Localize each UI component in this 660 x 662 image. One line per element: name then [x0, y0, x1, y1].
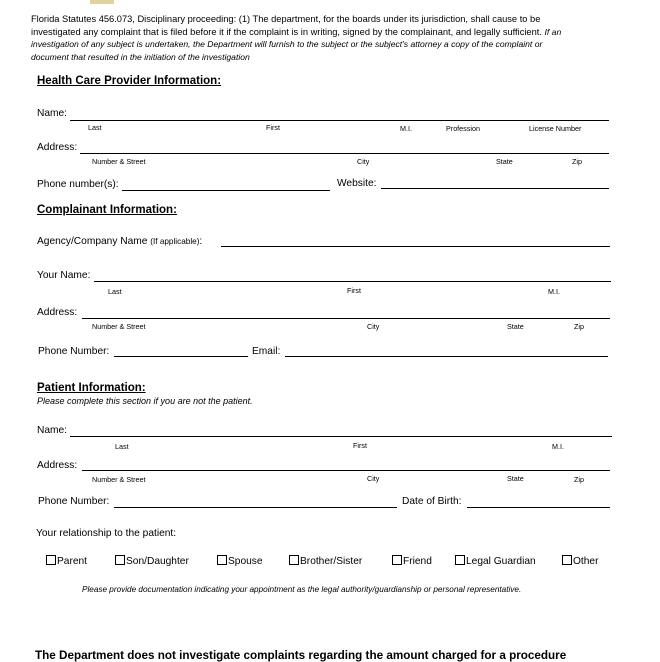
checkbox-friend-label: Friend: [403, 556, 432, 567]
patient-dob-field[interactable]: [467, 507, 610, 508]
checkbox-square-icon: [392, 555, 402, 565]
provider-website-label: Website:: [337, 178, 377, 189]
footer-notice: The Department does not investigate complaints regarding the amount charged for a procedure: [35, 649, 567, 662]
statute-intro: [31, 13, 631, 63]
checkbox-parent-label: Parent: [57, 556, 88, 567]
checkbox-legal-guardian-label: Legal Guardian: [466, 556, 536, 567]
patient-address-street-caption: Number & Street: [92, 475, 146, 484]
checkbox-square-icon: [46, 555, 56, 565]
complainant-address-state-caption: State: [507, 322, 524, 331]
patient-subheading: Please complete this section if you are not the patient.: [37, 396, 253, 406]
complainant-email-field[interactable]: [285, 356, 608, 357]
checkbox-other[interactable]: [562, 555, 598, 567]
patient-address-field[interactable]: [82, 470, 610, 471]
provider-heading: Health Care Provider Information:: [37, 75, 222, 87]
patient-address-zip-caption: Zip: [574, 475, 584, 484]
provider-name-first-caption: First: [266, 123, 280, 132]
intro-line-2-text: investigated any complaint that is filed before it if the complaint is in writing, signed by the complainant, and legally sufficient.: [31, 26, 542, 37]
provider-address-field[interactable]: [80, 153, 609, 154]
complainant-email-label: Email:: [252, 346, 281, 357]
provider-address-street-caption: Number & Street: [92, 157, 146, 166]
checkbox-other-label: Other: [573, 556, 599, 567]
provider-address-city-caption: City: [357, 157, 370, 166]
provider-profession-caption: Profession: [446, 124, 480, 133]
intro-line-2-italic: If an: [544, 26, 562, 37]
complainant-agency-field[interactable]: [221, 246, 610, 247]
provider-address-zip-caption: Zip: [572, 157, 582, 166]
provider-name-last-caption: Last: [88, 123, 102, 132]
complainant-address-field[interactable]: [82, 318, 610, 319]
checkbox-square-icon: [289, 555, 299, 565]
checkbox-friend[interactable]: [392, 555, 432, 567]
complainant-name-first-caption: First: [347, 286, 361, 295]
checkbox-brother-sister-label: Brother/Sister: [300, 556, 363, 567]
relationship-label: Your relationship to the patient:: [36, 528, 177, 539]
intro-line-2: [31, 26, 631, 39]
patient-name-first-caption: First: [353, 441, 367, 450]
patient-name-field[interactable]: [70, 436, 612, 437]
intro-line-4: document that resulted in the initiation of the investigation: [31, 51, 250, 62]
patient-name-mi-caption: M.I.: [552, 442, 564, 451]
checkbox-square-icon: [455, 555, 465, 565]
checkbox-parent[interactable]: [46, 555, 87, 567]
complainant-address-city-caption: City: [367, 322, 380, 331]
complainant-name-field[interactable]: [94, 281, 611, 282]
intro-line-3: investigation of any subject is undertaken, the Department will furnish to the subject or the subject's attorney a copy of the complaint or: [31, 39, 543, 49]
checkbox-son-daughter[interactable]: [115, 555, 189, 567]
complainant-name-label: Your Name:: [37, 270, 91, 281]
patient-phone-field[interactable]: [114, 507, 397, 508]
provider-license-caption: License Number: [529, 124, 582, 133]
complainant-name-last-caption: Last: [108, 287, 122, 296]
patient-name-last-caption: Last: [115, 442, 129, 451]
checkbox-spouse[interactable]: [217, 555, 263, 567]
checkbox-square-icon: [562, 555, 572, 565]
checkbox-brother-sister[interactable]: [289, 555, 362, 567]
provider-address-state-caption: State: [496, 157, 513, 166]
patient-phone-label: Phone Number:: [38, 496, 110, 507]
checkbox-legal-guardian[interactable]: [455, 555, 536, 567]
logo-fragment: [90, 0, 114, 4]
complainant-address-street-caption: Number & Street: [92, 322, 146, 331]
complainant-heading: Complainant Information:: [37, 204, 177, 216]
complainant-phone-label: Phone Number:: [38, 346, 110, 357]
provider-name-field[interactable]: [70, 120, 609, 121]
patient-dob-label: Date of Birth:: [402, 496, 462, 507]
checkbox-square-icon: [115, 555, 125, 565]
complainant-agency-note: (If applicable): [150, 237, 200, 246]
intro-line-1: Florida Statutes 456.073, Disciplinary proceeding: (1) The department, for the boards under its jurisdiction, shall cause to be: [31, 14, 541, 24]
complainant-address-zip-caption: Zip: [574, 322, 584, 331]
patient-address-label: Address:: [37, 460, 78, 471]
complainant-address-label: Address:: [37, 307, 78, 318]
patient-name-label: Name:: [37, 425, 68, 436]
provider-name-label: Name:: [37, 108, 68, 119]
provider-address-label: Address:: [37, 142, 78, 153]
complainant-agency-label: Agency/Company Name: [37, 236, 148, 247]
patient-address-city-caption: City: [367, 474, 380, 483]
complainant-agency-colon: :: [199, 236, 203, 247]
checkbox-son-daughter-label: Son/Daughter: [126, 556, 189, 567]
documentation-note: Please provide documentation indicating your appointment as the legal authority/guardianship or personal representative.: [82, 585, 522, 594]
patient-address-state-caption: State: [507, 474, 524, 483]
checkbox-spouse-label: Spouse: [228, 556, 263, 567]
checkbox-square-icon: [217, 555, 227, 565]
provider-website-field[interactable]: [381, 188, 609, 189]
provider-phone-label: Phone number(s):: [37, 179, 119, 190]
provider-phone-field[interactable]: [122, 190, 330, 191]
complainant-agency-label-wrap: [37, 236, 202, 247]
patient-heading: Patient Information:: [37, 382, 146, 394]
complainant-name-mi-caption: M.I.: [548, 287, 560, 296]
complainant-phone-field[interactable]: [114, 356, 248, 357]
provider-name-mi-caption: M.I.: [400, 124, 412, 133]
